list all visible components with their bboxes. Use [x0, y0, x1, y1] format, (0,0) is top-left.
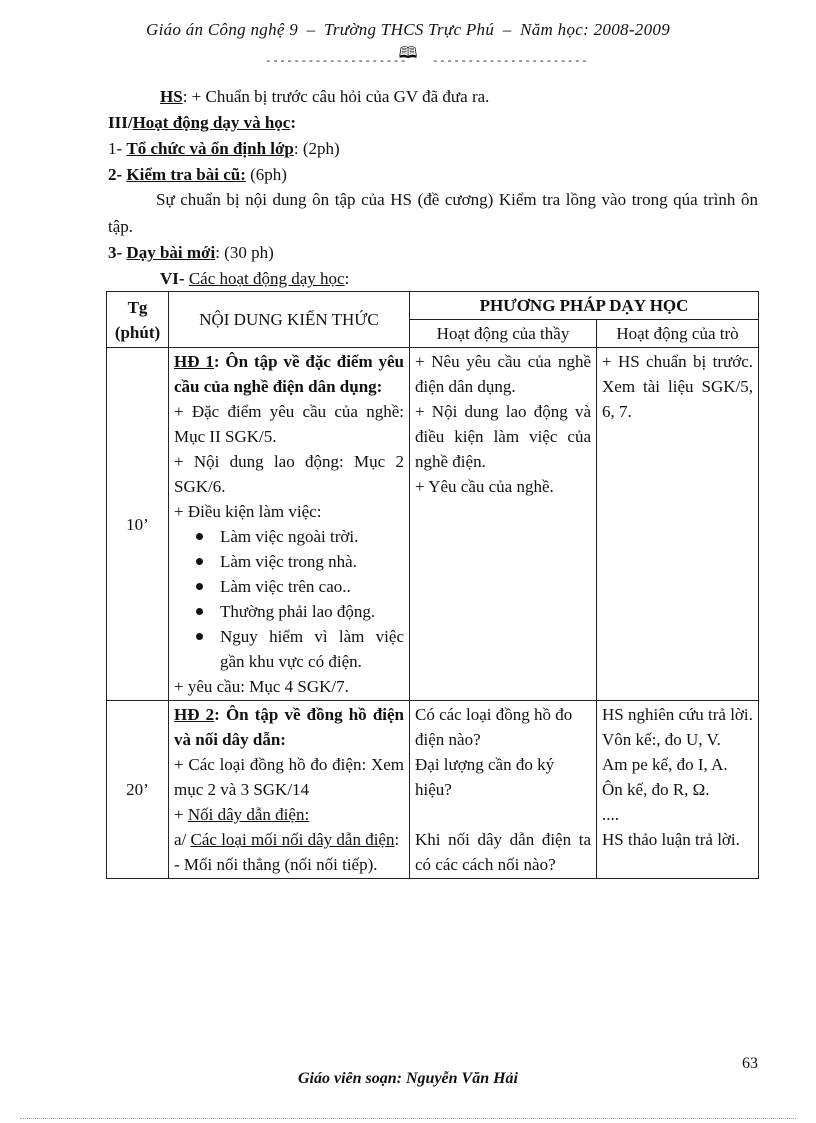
header-dashes-right: ---------------------- — [432, 56, 589, 68]
row2-content-2-prefix: + — [174, 805, 188, 824]
row1-student-1: + HS chuẩn bị trước. Xem tài liệu SGK/5, 6, 7. — [602, 352, 753, 421]
row2-time: 20’ — [107, 701, 169, 879]
row1-activity-label: HĐ 1 — [174, 352, 214, 371]
row2-activity-label: HĐ 2 — [174, 705, 215, 724]
row1-time: 10’ — [107, 348, 169, 701]
step-1-number: 1- — [108, 139, 127, 158]
header-dashes-left: -------------------- — [265, 56, 408, 68]
bullet-icon — [196, 633, 203, 640]
step-2-title: Kiểm tra bài cũ: — [126, 165, 246, 184]
hs-text: : + Chuẩn bị trước câu hỏi của GV đã đưa ra. — [182, 87, 490, 106]
step-1-time: : (2ph) — [293, 139, 340, 158]
step-3-line — [108, 242, 274, 264]
section-3-number: III/ — [108, 113, 133, 132]
step-4-number: VI- — [160, 269, 189, 288]
row1-teacher-3: + Yêu cầu của nghề. — [415, 477, 554, 496]
row2-teacher-2: Đại lượng cần đo ký hiệu? — [415, 755, 555, 799]
row1-content-1: + Đặc điểm yêu cầu của nghề: Mục II SGK/5. — [174, 402, 404, 446]
row1-teacher-1: + Nêu yêu cầu của nghề điện dân dụng. — [415, 352, 591, 396]
list-item — [220, 599, 404, 624]
list-item — [220, 549, 404, 574]
bottom-divider — [20, 1118, 796, 1119]
row2-content-3-text: Các loại mối nối dây dẫn điện — [190, 830, 395, 849]
row2-teacher-1: Có các loại đồng hồ đo điện nào? — [415, 705, 573, 749]
row2-content-3-suffix: : — [394, 830, 400, 849]
row2-student-3: Am pe kế, đo I, A. — [602, 755, 728, 774]
row2-student-5: .... — [602, 805, 619, 824]
row2-student-4: Ôn kế, đo R, Ω. — [602, 780, 710, 799]
header-tg: Tg (phút) — [107, 292, 169, 348]
row2-content-3-prefix: a/ — [174, 830, 191, 849]
row2-activity-text: : Ôn tập về đồng hồ điện và nối dây dẫn: — [174, 705, 404, 749]
step-3-time: : (30 ph) — [215, 243, 274, 262]
row2-activity-title — [174, 702, 404, 752]
section-3-title: Hoạt động dạy và học — [132, 113, 291, 132]
step-3-title: Dạy bài mới — [126, 243, 216, 262]
header-year: Năm học: 2008-2009 — [520, 20, 670, 39]
hs-label: HS — [160, 87, 183, 106]
row2-content-4: - Mối nối thẳng (nối nối tiếp). — [174, 855, 378, 874]
header-school: Trường THCS Trực Phú — [324, 20, 495, 39]
header-content: NỘI DUNG KIẾN THỨC — [169, 292, 410, 348]
row1-content-3: + Điều kiện làm việc: — [174, 502, 322, 521]
bullet-icon — [196, 608, 203, 615]
bullet-icon — [196, 533, 203, 540]
row1-teacher — [410, 348, 597, 701]
row1-activity-text: : Ôn tập về đặc điểm yêu cầu của nghề điện dân dụng: — [174, 352, 404, 396]
step-2-number: 2- — [108, 165, 127, 184]
lesson-table — [106, 291, 759, 879]
table-header-row — [107, 292, 759, 320]
header-subject: Giáo án Công nghệ 9 — [146, 20, 299, 39]
row1-content-2: + Nội dung lao động: Mục 2 SGK/6. — [174, 452, 404, 496]
step-2-time: (6ph) — [245, 165, 287, 184]
step-4-colon: : — [344, 269, 350, 288]
row2-student-6: HS thảo luận trả lời. — [602, 830, 740, 849]
step-4-line — [160, 268, 349, 290]
page-number: 63 — [742, 1055, 758, 1072]
list-item — [220, 524, 404, 549]
list-item-text: Nguy hiểm vì làm việc gần khu vực có điện. — [220, 627, 404, 671]
header-student: Hoạt động của trò — [597, 320, 759, 348]
header-separator: – — [502, 20, 512, 39]
bullet-icon — [196, 558, 203, 565]
list-item — [220, 624, 404, 674]
row2-content-1: + Các loại đồng hồ đo điện: Xem mục 2 và 3 SGK/14 — [174, 755, 404, 799]
step-1-title: Tổ chức và ổn định lớp — [126, 139, 294, 158]
header-separator: – — [306, 20, 316, 39]
step-4-title: Các hoạt động dạy học — [188, 269, 345, 288]
table-row — [107, 348, 759, 701]
row2-student-2: Vôn kế:, đo U, V. — [602, 730, 721, 749]
step-2-line — [108, 164, 287, 186]
row2-content-3 — [174, 827, 404, 852]
list-item — [220, 574, 404, 599]
row2-teacher-spacer — [415, 802, 591, 827]
row2-teacher-3: Khi nối dây dẫn điện ta có các cách nối nào? — [415, 830, 591, 874]
row1-content — [169, 348, 410, 701]
step-1-line — [108, 138, 340, 160]
list-item-text: Thường phải lao động. — [220, 602, 376, 621]
page-footer: Giáo viên soạn: Nguyễn Văn Hải — [297, 1070, 518, 1087]
step-3-number: 3- — [108, 243, 127, 262]
row2-teacher — [410, 701, 597, 879]
row2-content-2-text: Nối dây dẫn điện: — [187, 805, 310, 824]
row1-teacher-2: + Nội dung lao động và điều kiện làm việc của nghề điện. — [415, 402, 591, 471]
bullet-icon — [196, 583, 203, 590]
section-3-heading — [108, 112, 296, 134]
book-icon: 🕮 — [398, 45, 418, 62]
header-teacher: Hoạt động của thầy — [410, 320, 597, 348]
step-2-paragraph: Sự chuẩn bị nội dung ôn tập của HS (đề cương) Kiểm tra lồng vào trong qúa trình ôn tập. — [108, 190, 758, 236]
row1-bullet-list — [174, 524, 404, 674]
row1-student — [597, 348, 759, 701]
section-3-colon: : — [290, 113, 296, 132]
row1-activity-title — [174, 349, 404, 399]
list-item-text: Làm việc trong nhà. — [220, 552, 357, 571]
row2-content-2 — [174, 802, 404, 827]
table-row — [107, 701, 759, 879]
row2-student — [597, 701, 759, 879]
row2-content — [169, 701, 410, 879]
row1-content-4: + yêu cầu: Mục 4 SGK/7. — [174, 677, 349, 696]
header-method: PHƯƠNG PHÁP DẠY HỌC — [410, 292, 759, 320]
hs-line — [160, 86, 489, 108]
list-item-text: Làm việc trên cao.. — [220, 577, 351, 596]
row2-student-1: HS nghiên cứu trả lời. — [602, 705, 753, 724]
page-header — [0, 20, 816, 40]
list-item-text: Làm việc ngoài trời. — [220, 527, 359, 546]
